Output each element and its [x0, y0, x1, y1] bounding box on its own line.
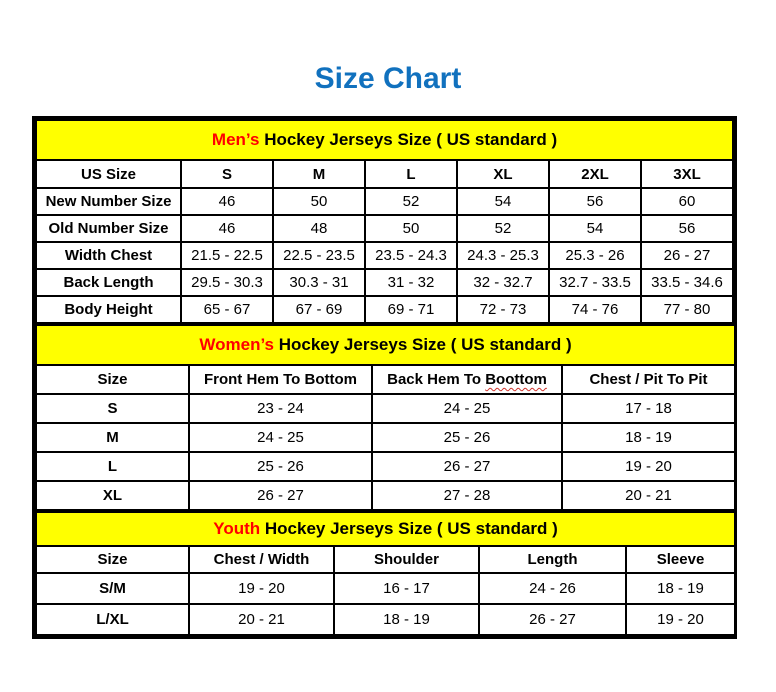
youth-heading-rest: Hockey Jerseys Size ( US standard ) [260, 519, 558, 538]
column-header: Length [479, 546, 626, 573]
row-label: S [36, 394, 189, 423]
column-header: Size [36, 365, 189, 394]
column-header: L [365, 160, 457, 188]
column-header: Chest / Pit To Pit [562, 365, 735, 394]
row-label: Old Number Size [36, 215, 181, 242]
table-cell: 26 - 27 [479, 604, 626, 635]
table-row [36, 215, 733, 242]
table-cell: 20 - 21 [189, 604, 334, 635]
table-cell: 56 [549, 188, 641, 215]
mens-heading-rest: Hockey Jerseys Size ( US standard ) [259, 130, 558, 149]
column-header: 2XL [549, 160, 641, 188]
table-cell: 60 [641, 188, 733, 215]
row-label: New Number Size [36, 188, 181, 215]
table-row [36, 481, 735, 510]
table-cell: 19 - 20 [626, 604, 735, 635]
column-header: Front Hem To Bottom [189, 365, 372, 394]
table-row [36, 452, 735, 481]
mens-heading-highlight: Men’s [211, 130, 260, 149]
table-cell: 46 [181, 188, 273, 215]
table-cell: 24 - 25 [189, 423, 372, 452]
table-cell: 21.5 - 22.5 [181, 242, 273, 269]
table-cell: 17 - 18 [562, 394, 735, 423]
mens-column-header-row [36, 160, 733, 188]
table-cell: 31 - 32 [365, 269, 457, 296]
column-header: M [273, 160, 365, 188]
column-header: Size [36, 546, 189, 573]
youth-section-heading [36, 512, 735, 546]
table-cell: 77 - 80 [641, 296, 733, 323]
row-label: XL [36, 481, 189, 510]
youth-column-header-row [36, 546, 735, 573]
table-cell: 48 [273, 215, 365, 242]
column-header: US Size [36, 160, 181, 188]
womens-heading-rest: Hockey Jerseys Size ( US standard ) [274, 335, 572, 354]
column-header: Sleeve [626, 546, 735, 573]
table-cell: 72 - 73 [457, 296, 549, 323]
table-cell: 18 - 19 [562, 423, 735, 452]
column-header: Shoulder [334, 546, 479, 573]
table-cell: 26 - 27 [372, 452, 562, 481]
table-cell: 56 [641, 215, 733, 242]
table-cell: 52 [457, 215, 549, 242]
womens-column-header-row [36, 365, 735, 394]
table-row [36, 188, 733, 215]
table-cell: 33.5 - 34.6 [641, 269, 733, 296]
table-cell: 67 - 69 [273, 296, 365, 323]
table-cell: 18 - 19 [626, 573, 735, 604]
table-cell: 19 - 20 [562, 452, 735, 481]
youth-heading-highlight: Youth [213, 519, 261, 538]
table-cell: 32.7 - 33.5 [549, 269, 641, 296]
row-label: L [36, 452, 189, 481]
table-cell: 26 - 27 [189, 481, 372, 510]
table-cell: 23.5 - 24.3 [365, 242, 457, 269]
column-header-text: Back Hem To [387, 371, 486, 388]
size-chart-sheet [32, 116, 737, 639]
column-header: XL [457, 160, 549, 188]
row-label: Body Height [36, 296, 181, 323]
table-cell: 54 [549, 215, 641, 242]
page-title: Size Chart [314, 62, 462, 95]
table-row [36, 604, 735, 635]
table-row [36, 269, 733, 296]
table-cell: 23 - 24 [189, 394, 372, 423]
table-cell: 26 - 27 [641, 242, 733, 269]
table-cell: 22.5 - 23.5 [273, 242, 365, 269]
table-row [36, 423, 735, 452]
row-label: M [36, 423, 189, 452]
table-cell: 50 [273, 188, 365, 215]
column-header: Chest / Width [189, 546, 334, 573]
row-label: Width Chest [36, 242, 181, 269]
misspelled-word: Boottom [485, 371, 547, 388]
table-cell: 24.3 - 25.3 [457, 242, 549, 269]
mens-section-band [36, 120, 733, 160]
table-cell: 25 - 26 [189, 452, 372, 481]
column-header: S [181, 160, 273, 188]
table-cell: 30.3 - 31 [273, 269, 365, 296]
row-label: L/XL [36, 604, 189, 635]
table-cell: 65 - 67 [181, 296, 273, 323]
table-cell: 18 - 19 [334, 604, 479, 635]
table-cell: 32 - 32.7 [457, 269, 549, 296]
table-row [36, 394, 735, 423]
mens-size-table [35, 119, 734, 324]
table-cell: 25.3 - 26 [549, 242, 641, 269]
table-cell: 25 - 26 [372, 423, 562, 452]
table-cell: 19 - 20 [189, 573, 334, 604]
table-cell: 24 - 26 [479, 573, 626, 604]
table-row [36, 296, 733, 323]
table-cell: 27 - 28 [372, 481, 562, 510]
mens-section-heading [36, 120, 733, 160]
table-cell: 74 - 76 [549, 296, 641, 323]
youth-section-band [36, 512, 735, 546]
row-label: S/M [36, 573, 189, 604]
womens-section-band [36, 325, 735, 365]
table-cell: 46 [181, 215, 273, 242]
column-header [372, 365, 562, 394]
table-row [36, 242, 733, 269]
table-cell: 69 - 71 [365, 296, 457, 323]
table-cell: 20 - 21 [562, 481, 735, 510]
youth-size-table [35, 511, 736, 636]
womens-section-heading [36, 325, 735, 365]
table-row [36, 573, 735, 604]
table-cell: 54 [457, 188, 549, 215]
table-cell: 16 - 17 [334, 573, 479, 604]
table-cell: 52 [365, 188, 457, 215]
womens-heading-highlight: Women’s [199, 335, 274, 354]
column-header: 3XL [641, 160, 733, 188]
womens-size-table [35, 324, 736, 511]
table-cell: 29.5 - 30.3 [181, 269, 273, 296]
table-cell: 50 [365, 215, 457, 242]
row-label: Back Length [36, 269, 181, 296]
table-cell: 24 - 25 [372, 394, 562, 423]
